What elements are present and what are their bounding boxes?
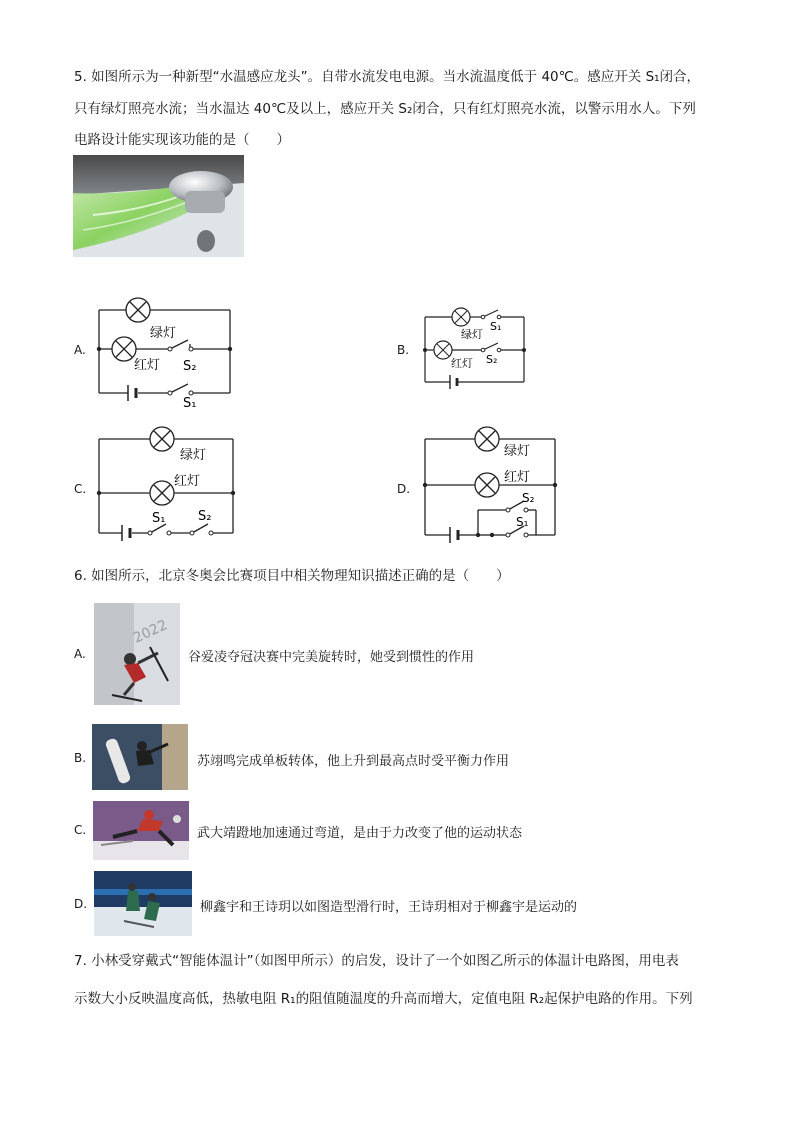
q5-option-a-circuit <box>90 290 250 415</box>
q6-option-c-label: C. <box>74 823 87 837</box>
q6-option-c-photo <box>93 801 189 860</box>
q5-b-s2-label: S₂ <box>486 353 498 366</box>
q5-c-green-label: 绿灯 <box>180 448 207 463</box>
q5-b-red-label: 红灯 <box>451 357 473 370</box>
q6-option-d-text: 柳鑫宇和王诗玥以如图造型滑行时，王诗玥相对于柳鑫宇是运动的 <box>200 900 578 915</box>
q5-a-red-label: 红灯 <box>134 358 161 373</box>
q6-option-d-label: D. <box>74 897 88 911</box>
q6-option-b-photo <box>92 724 188 790</box>
q7-stem-line-1: 7. 小林受穿戴式“智能体温计”（如图甲所示）的启发，设计了一个如图乙所示的体温计电路图，用电表 <box>74 953 679 969</box>
q6-option-a-text: 谷爱凌夺冠决赛中完美旋转时，她受到惯性的作用 <box>188 650 475 665</box>
q5-option-d-label: D. <box>397 482 411 496</box>
q5-d-green-label: 绿灯 <box>504 444 531 459</box>
q5-option-a-label: A. <box>74 343 86 357</box>
q5-option-b-label: B. <box>397 343 410 357</box>
q5-stem-line-1: 5. 如图所示为一种新型“水温感应龙头”。自带水流发电电源。当水流温度低于 40℃。感应开关 S₁闭合， <box>74 69 701 85</box>
q6-stem: 6. 如图所示，北京冬奥会比赛项目中相关物理知识描述正确的是（ ） <box>74 568 510 584</box>
q5-a-green-label: 绿灯 <box>150 326 177 341</box>
q6-option-d-photo <box>94 871 192 936</box>
q5-option-d-circuit <box>418 425 568 550</box>
q5-d-s1-label: S₁ <box>516 515 529 529</box>
q5-b-s1-label: S₁ <box>490 320 502 333</box>
faucet-photo <box>73 155 244 257</box>
q5-d-s2-label: S₂ <box>522 491 535 505</box>
q5-c-s2-label: S₂ <box>198 509 212 524</box>
svg-text:2022: 2022 <box>130 617 170 647</box>
q6-option-a-photo <box>94 603 180 705</box>
q5-option-c-circuit <box>90 425 240 550</box>
q6-option-c-text: 武大靖蹬地加速通过弯道，是由于力改变了他的运动状态 <box>197 826 523 841</box>
q5-option-c-label: C. <box>74 482 87 496</box>
q5-c-s1-label: S₁ <box>152 511 166 526</box>
q6-option-b-text: 苏翊鸣完成单板转体，他上升到最高点时受平衡力作用 <box>197 754 510 769</box>
q5-a-s1-label: S₁ <box>183 396 197 411</box>
q5-b-green-label: 绿灯 <box>461 328 483 341</box>
q6-option-a-label: A. <box>74 647 86 661</box>
q5-c-red-label: 红灯 <box>174 474 201 489</box>
q7-stem-line-2: 示数大小反映温度高低，热敏电阻 R₁的阻值随温度的升高而增大，定值电阻 R₂起保护电路的作用。下列 <box>74 991 693 1007</box>
q5-option-b-circuit <box>418 300 538 400</box>
q5-a-s2-label: S₂ <box>183 359 197 374</box>
q5-stem-line-2: 只有绿灯照亮水流；当水温达 40℃及以上，感应开关 S₂闭合，只有红灯照亮水流，以警示用水人。下列 <box>74 101 696 117</box>
q5-d-red-label: 红灯 <box>504 470 531 485</box>
q6-option-b-label: B. <box>74 751 87 765</box>
q5-stem-line-3: 电路设计能实现该功能的是（ ） <box>74 132 290 148</box>
